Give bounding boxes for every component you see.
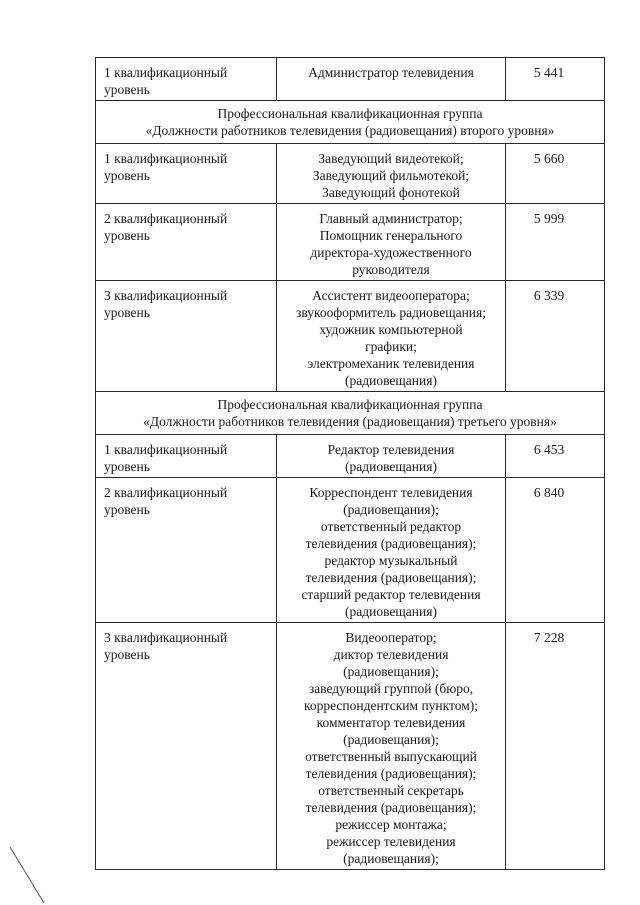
salary-value: 6 339	[506, 281, 605, 392]
group-header: Профессиональная квалификационная группа «Должности работников телевидения (радиовещания) третьего уровня»	[96, 392, 605, 435]
table-row	[96, 623, 605, 870]
position-names: Видеооператор; диктор телевидения (радиовещания); заведующий группой (бюро, корреспондентским пунктом); комментатор телевидения (радиовещания); ответственный выпускающий телевидения (радиовещания); ответственный секретарь телевидения (радиовещания); режиссер монтажа; режиссер телевидения (радиовещания);	[277, 623, 506, 870]
qualification-level: 3 квалификационный уровень	[96, 623, 277, 870]
table-row	[96, 204, 605, 281]
salary-value: 6 453	[506, 435, 605, 478]
qualification-level: 1 квалификационный уровень	[96, 144, 277, 204]
salary-value: 7 228	[506, 623, 605, 870]
table-row	[96, 478, 605, 623]
qualification-level: 2 квалификационный уровень	[96, 478, 277, 623]
position-names: Главный администратор; Помощник генерального директора-художественного руководителя	[277, 204, 506, 281]
position-names: Корреспондент телевидения (радиовещания); ответственный редактор телевидения (радиовещания); редактор музыкальный телевидения (радиовещания); старший редактор телевидения (радиовещания)	[277, 478, 506, 623]
position-names: Заведующий видеотекой; Заведующий фильмотекой; Заведующий фонотекой	[277, 144, 506, 204]
qualification-level: 3 квалификационный уровень	[96, 281, 277, 392]
salary-table	[95, 57, 605, 870]
salary-value: 5 660	[506, 144, 605, 204]
qualification-level: 1 квалификационный уровень	[96, 58, 277, 101]
group-header-row	[96, 392, 605, 435]
table-row	[96, 144, 605, 204]
position-names: Ассистент видеооператора; звукооформитель радиовещания; художник компьютерной графики; электромеханик телевидения (радиовещания)	[277, 281, 506, 392]
group-header-row	[96, 101, 605, 144]
position-names: Редактор телевидения (радиовещания)	[277, 435, 506, 478]
qualification-level: 1 квалификационный уровень	[96, 435, 277, 478]
table-row	[96, 435, 605, 478]
salary-value: 6 840	[506, 478, 605, 623]
position-names: Администратор телевидения	[277, 58, 506, 101]
scan-artifact-line	[8, 845, 48, 905]
table-row	[96, 58, 605, 101]
table-row	[96, 281, 605, 392]
salary-value: 5 441	[506, 58, 605, 101]
salary-value: 5 999	[506, 204, 605, 281]
group-header: Профессиональная квалификационная группа «Должности работников телевидения (радиовещания) второго уровня»	[96, 101, 605, 144]
qualification-level: 2 квалификационный уровень	[96, 204, 277, 281]
salary-table-body	[96, 58, 605, 870]
